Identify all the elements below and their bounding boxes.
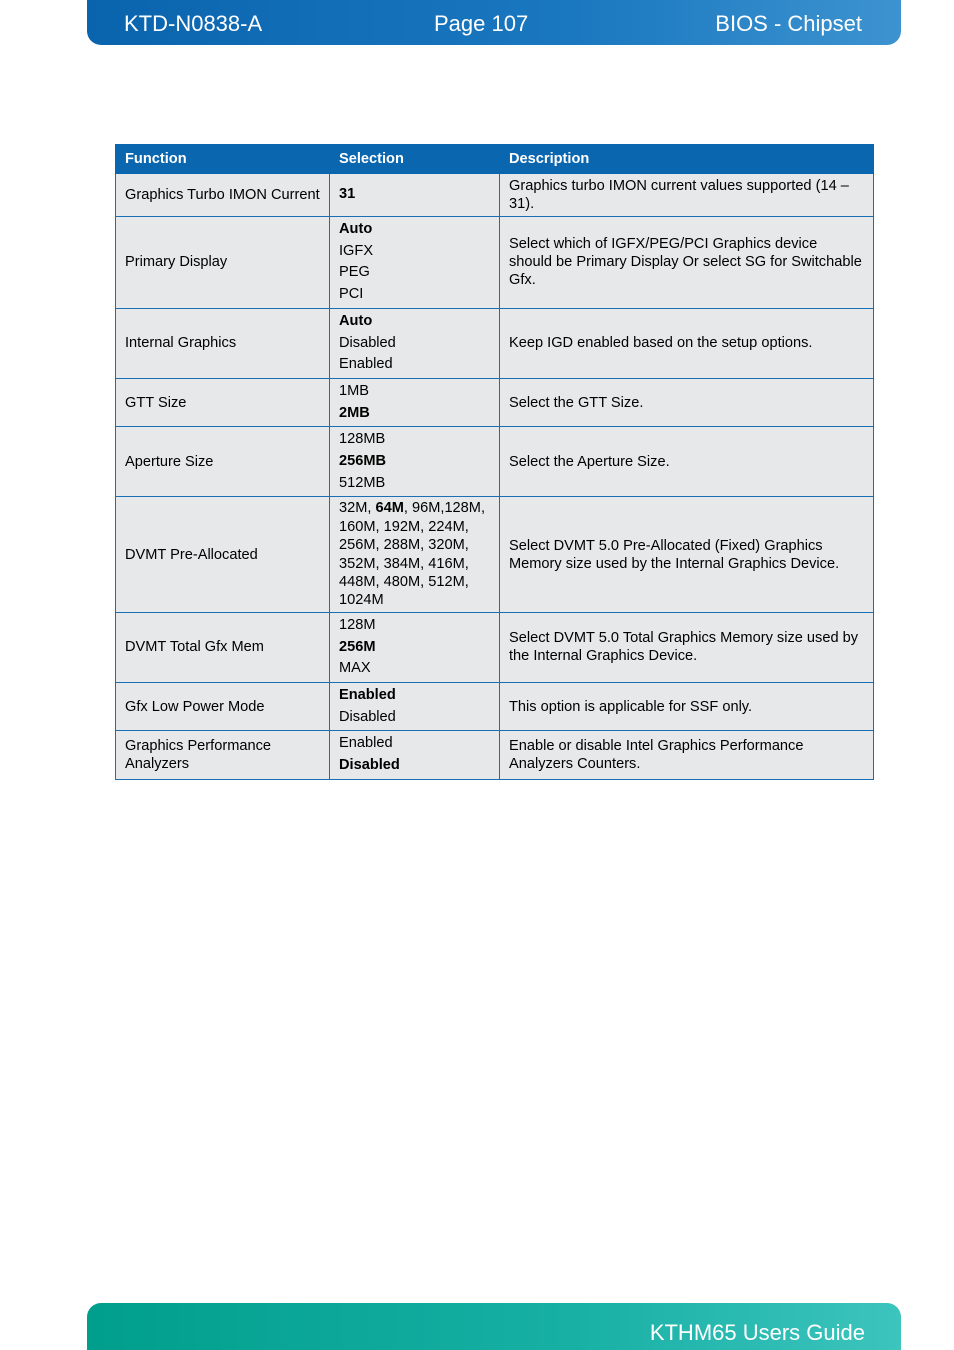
column-header-description: Description [500,145,874,174]
selection-options [339,499,490,609]
column-header-function: Function [116,145,330,174]
function-cell: Graphics Performance Analyzers [116,731,330,779]
function-cell: Gfx Low Power Mode [116,682,330,730]
function-cell: Primary Display [116,217,330,309]
option: 1MB [339,382,370,399]
function-cell: Graphics Turbo IMON Current [116,174,330,217]
default-option: 64M [375,500,404,517]
table-row [116,612,874,682]
selection-cell [330,308,500,378]
description-cell: Graphics turbo IMON current values supported (14 – 31). [500,174,874,217]
selection-cell [330,378,500,426]
description-cell: Select DVMT 5.0 Total Graphics Memory size used by the Internal Graphics Device. [500,612,874,682]
description-cell: Select DVMT 5.0 Pre-Allocated (Fixed) Graphics Memory size used by the Internal Graphics Device. [500,497,874,612]
page-header [87,0,901,45]
bios-settings-table [115,144,874,780]
table-row [116,174,874,217]
default-option: Auto [339,312,373,329]
selection-cell [330,612,500,682]
selection-cell [330,174,500,217]
description-cell: This option is applicable for SSF only. [500,682,874,730]
option: Disabled [339,334,396,351]
option: 32M, [339,500,376,517]
selection-cell [330,497,500,612]
option: , 96M,128M, 160M, 192M, 224M, 256M, 288M, 320M, 352M, 384M, 416M, 448M, 480M, 512M, 1024M [339,500,486,609]
default-option: 31 [339,186,356,203]
option: IGFX [339,242,374,259]
table-row [116,682,874,730]
function-cell: GTT Size [116,378,330,426]
table-body [116,174,874,780]
table-row [116,308,874,378]
description-cell: Select the Aperture Size. [500,427,874,497]
option: Enabled [339,356,393,373]
default-option: Enabled [339,686,396,703]
table-header-row [116,145,874,174]
option: Enabled [339,735,393,752]
option: PEG [339,264,370,281]
default-option: Disabled [339,757,400,774]
option: 512MB [339,474,386,491]
selection-cell [330,217,500,309]
selection-cell [330,427,500,497]
footer-title: KTHM65 Users Guide [649,1320,865,1345]
document-id: KTD-N0838-A [124,11,263,36]
default-option: Auto [339,221,373,237]
selection-cell [330,731,500,779]
page-footer [87,1303,901,1350]
default-option: 256MB [339,453,387,470]
description-cell: Keep IGD enabled based on the setup options. [500,308,874,378]
function-cell: Internal Graphics [116,308,330,378]
page-number: Page 107 [434,11,529,36]
option: 128MB [339,431,386,448]
selection-cell [330,682,500,730]
option: MAX [339,660,371,677]
option: Disabled [339,708,396,725]
default-option: 2MB [339,404,370,421]
description-cell: Select the GTT Size. [500,378,874,426]
function-cell: DVMT Pre-Allocated [116,497,330,612]
table-row [116,427,874,497]
default-option: 256M [339,638,376,655]
section-title: BIOS - Chipset [715,11,862,36]
option: 128M [339,616,376,633]
table-row [116,217,874,309]
option: PCI [339,286,364,303]
table-row [116,497,874,612]
description-cell: Enable or disable Intel Graphics Performance Analyzers Counters. [500,731,874,779]
function-cell: DVMT Total Gfx Mem [116,612,330,682]
table-row [116,731,874,779]
function-cell: Aperture Size [116,427,330,497]
description-cell: Select which of IGFX/PEG/PCI Graphics device should be Primary Display Or select SG for Switchable Gfx. [500,217,874,309]
column-header-selection: Selection [330,145,500,174]
table-row [116,378,874,426]
